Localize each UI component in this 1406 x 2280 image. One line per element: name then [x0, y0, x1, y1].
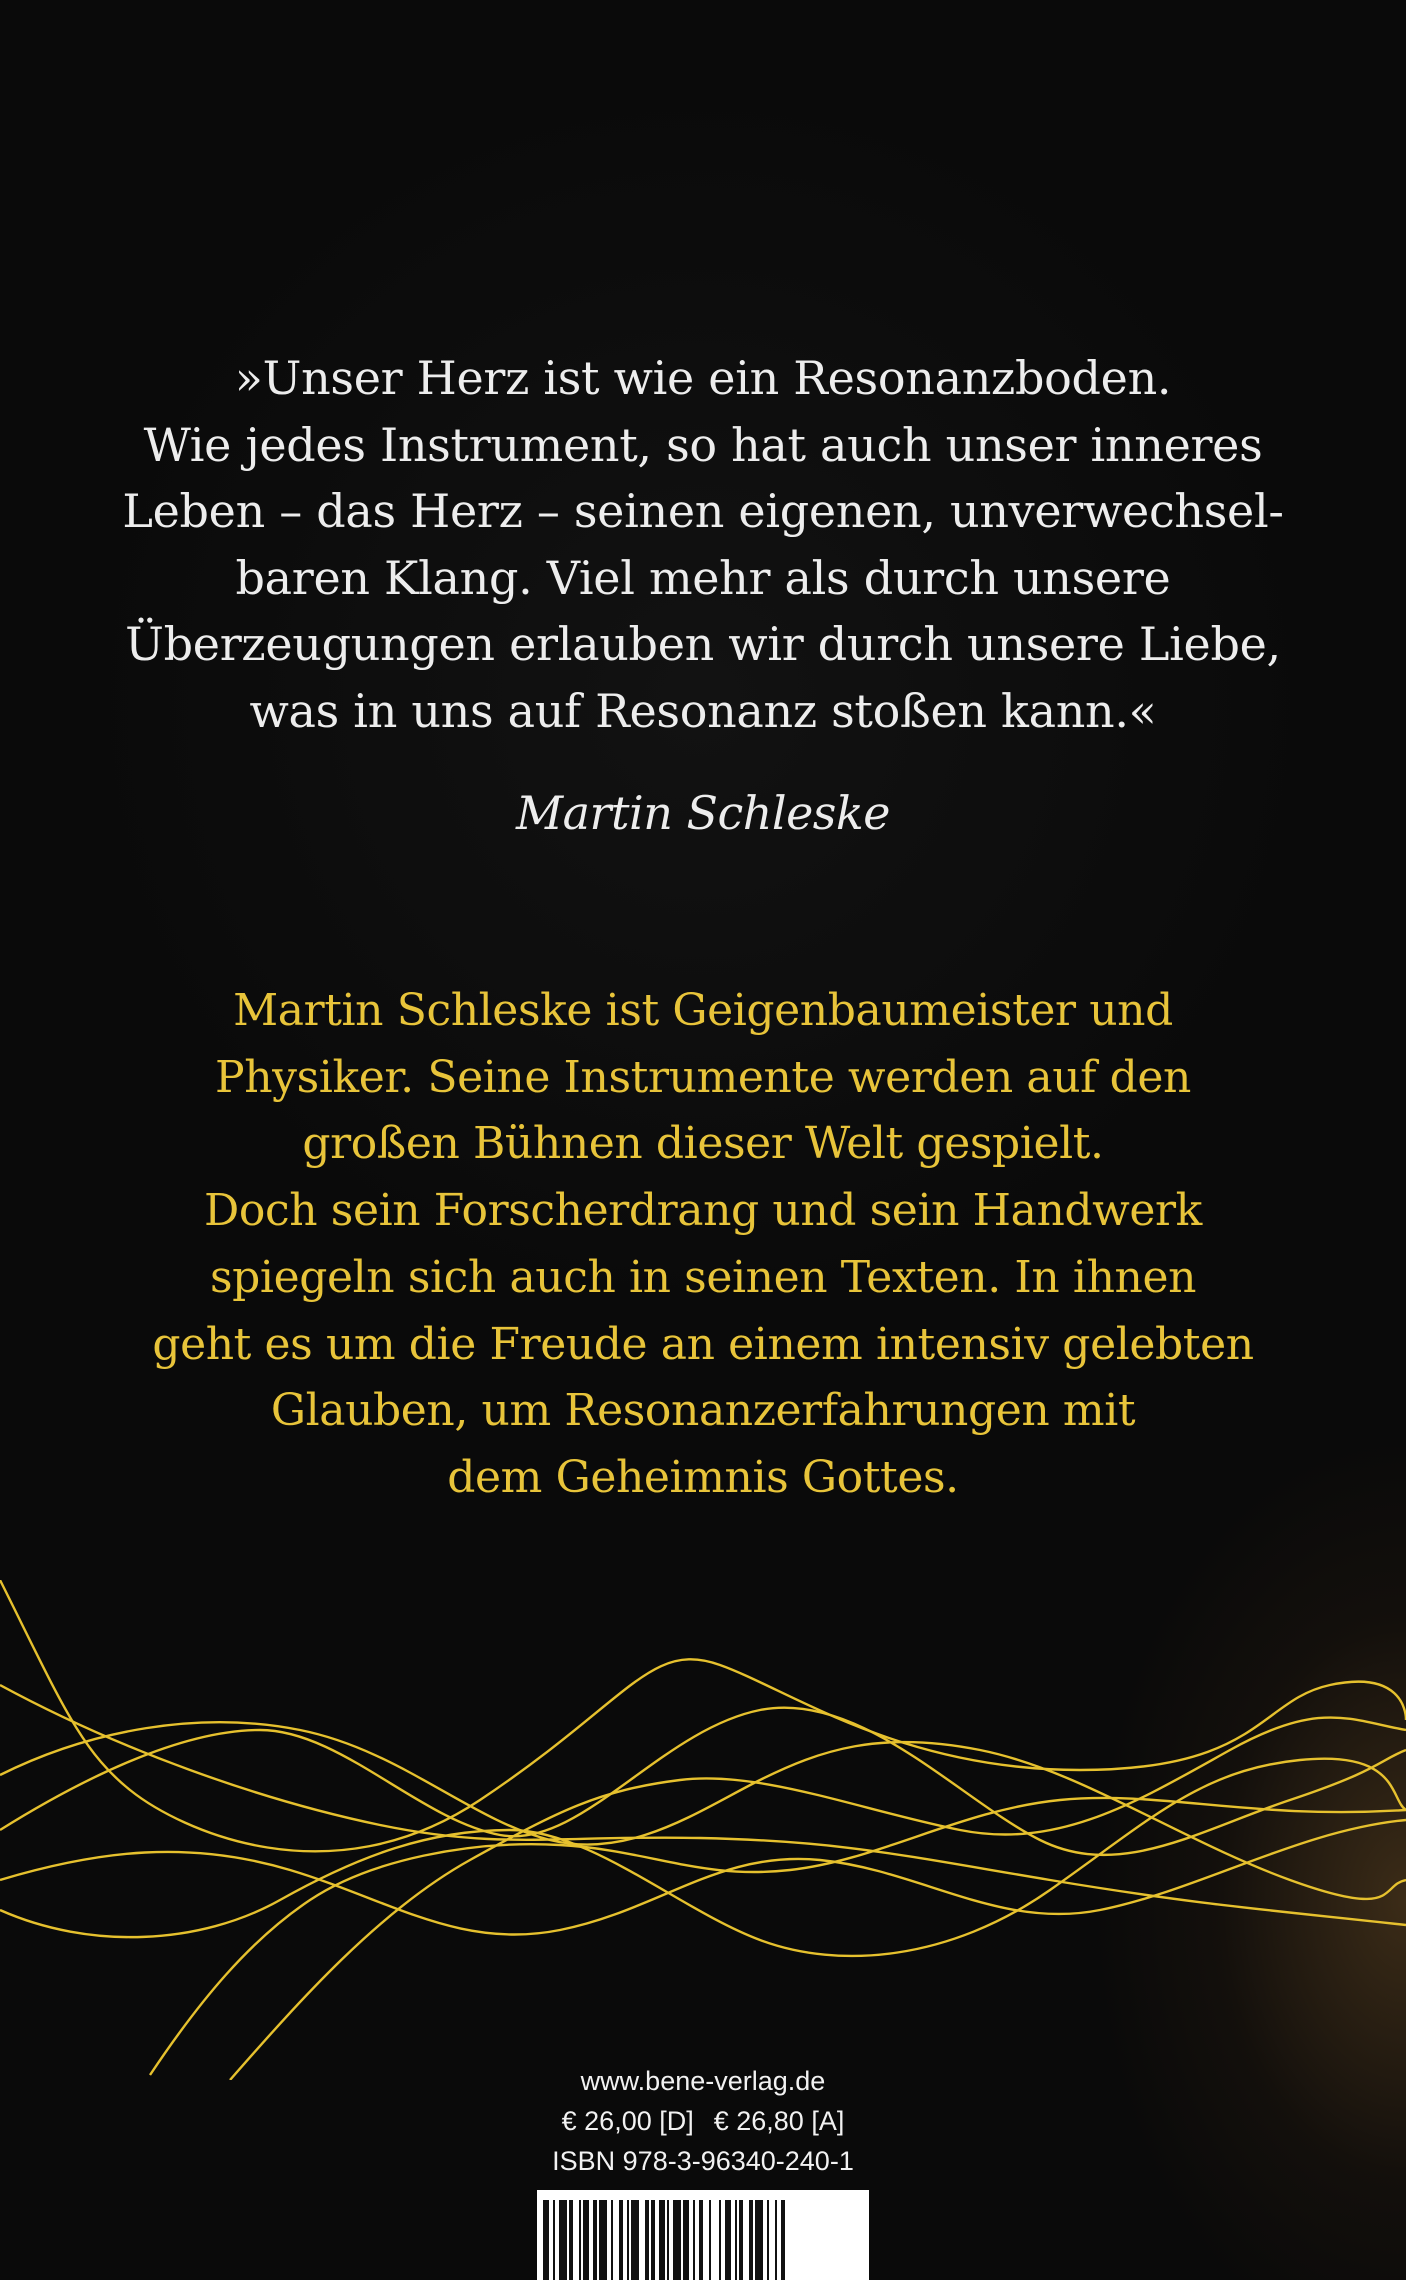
- barcode-bar: [659, 2200, 665, 2280]
- barcode-bar: [709, 2200, 711, 2280]
- bio-line: Martin Schleske ist Geigenbaumeister und: [233, 985, 1173, 1036]
- wave-line: [0, 1722, 1406, 1899]
- barcode-bar: [543, 2200, 549, 2280]
- bio-line: Glauben, um Resonanzerfahrungen mit: [270, 1385, 1136, 1437]
- barcode-bar: [651, 2200, 655, 2280]
- barcode-bar: [755, 2200, 763, 2280]
- barcode-bar: [553, 2200, 555, 2280]
- isbn-barcode: [537, 2190, 869, 2280]
- bio-line: Doch sein Forscherdrang und sein Handwerk: [204, 1185, 1202, 1237]
- quote-line: baren Klang. Viel mehr als durch unsere: [235, 550, 1171, 605]
- bio-line: Physiker. Seine Instrumente werden auf den: [215, 1051, 1191, 1103]
- barcode-bar: [667, 2200, 669, 2280]
- resonance-wave-lines: [0, 1580, 1406, 2080]
- barcode-bar: [593, 2200, 597, 2280]
- barcode-bar: [579, 2200, 581, 2280]
- isbn: ISBN 978-3-96340-240-1: [552, 2146, 854, 2176]
- barcode-bar: [735, 2200, 737, 2280]
- quote-line: Überzeugungen erlauben wir durch unsere Liebe,: [125, 617, 1281, 671]
- quote-author: Martin Schleske: [516, 786, 890, 840]
- barcode-bar: [781, 2200, 785, 2280]
- quote-line: was in uns auf Resonanz stoßen kann.«: [249, 683, 1157, 738]
- bio-line: spiegeln sich auch in seinen Texten. In ihnen: [209, 1251, 1197, 1303]
- barcode-bar: [631, 2200, 639, 2280]
- barcode-bar: [767, 2200, 769, 2280]
- barcode-bar: [749, 2200, 753, 2280]
- barcode-bar: [559, 2200, 567, 2280]
- bio-line: großen Bühnen dieser Welt gespielt.: [302, 1118, 1104, 1170]
- barcode-bar: [719, 2200, 721, 2280]
- quote-block: [120, 345, 1286, 744]
- barcode-bar: [725, 2200, 731, 2280]
- quote-line: »Unser Herz ist wie ein Resonanzboden.: [234, 351, 1172, 405]
- barcode-bar: [599, 2200, 607, 2280]
- barcode-bar: [673, 2200, 681, 2280]
- barcode-bar: [739, 2200, 743, 2280]
- barcode-bar: [775, 2200, 777, 2280]
- barcode-bar: [683, 2200, 689, 2280]
- wave-line: [0, 1759, 1406, 1956]
- barcode-bar: [611, 2200, 613, 2280]
- barcode-bar: [699, 2200, 703, 2280]
- barcode-bar: [645, 2200, 649, 2280]
- publisher-website: www.bene-verlag.de: [580, 2066, 826, 2096]
- quote-line: Leben – das Herz – seinen eigenen, unverwechsel-: [122, 484, 1284, 538]
- wave-line: [0, 1685, 1406, 1925]
- barcode-bar: [569, 2200, 573, 2280]
- price-austria: € 26,80 [A]: [713, 2106, 845, 2136]
- barcode-bar: [693, 2200, 695, 2280]
- price-line: [0, 2101, 1406, 2141]
- barcode-bar: [583, 2200, 589, 2280]
- bio-line: dem Geheimnis Gottes.: [447, 1451, 959, 1503]
- bio-line: geht es um die Freude an einem intensiv gelebten: [152, 1318, 1254, 1370]
- quote-line: Wie jedes Instrument, so hat auch unser inneres: [143, 417, 1263, 472]
- barcode-bar: [619, 2200, 623, 2280]
- author-bio: [120, 978, 1286, 1512]
- wave-line: [150, 1798, 1406, 2075]
- barcode-bar: [627, 2200, 629, 2280]
- price-germany: € 26,00 [D]: [561, 2106, 694, 2136]
